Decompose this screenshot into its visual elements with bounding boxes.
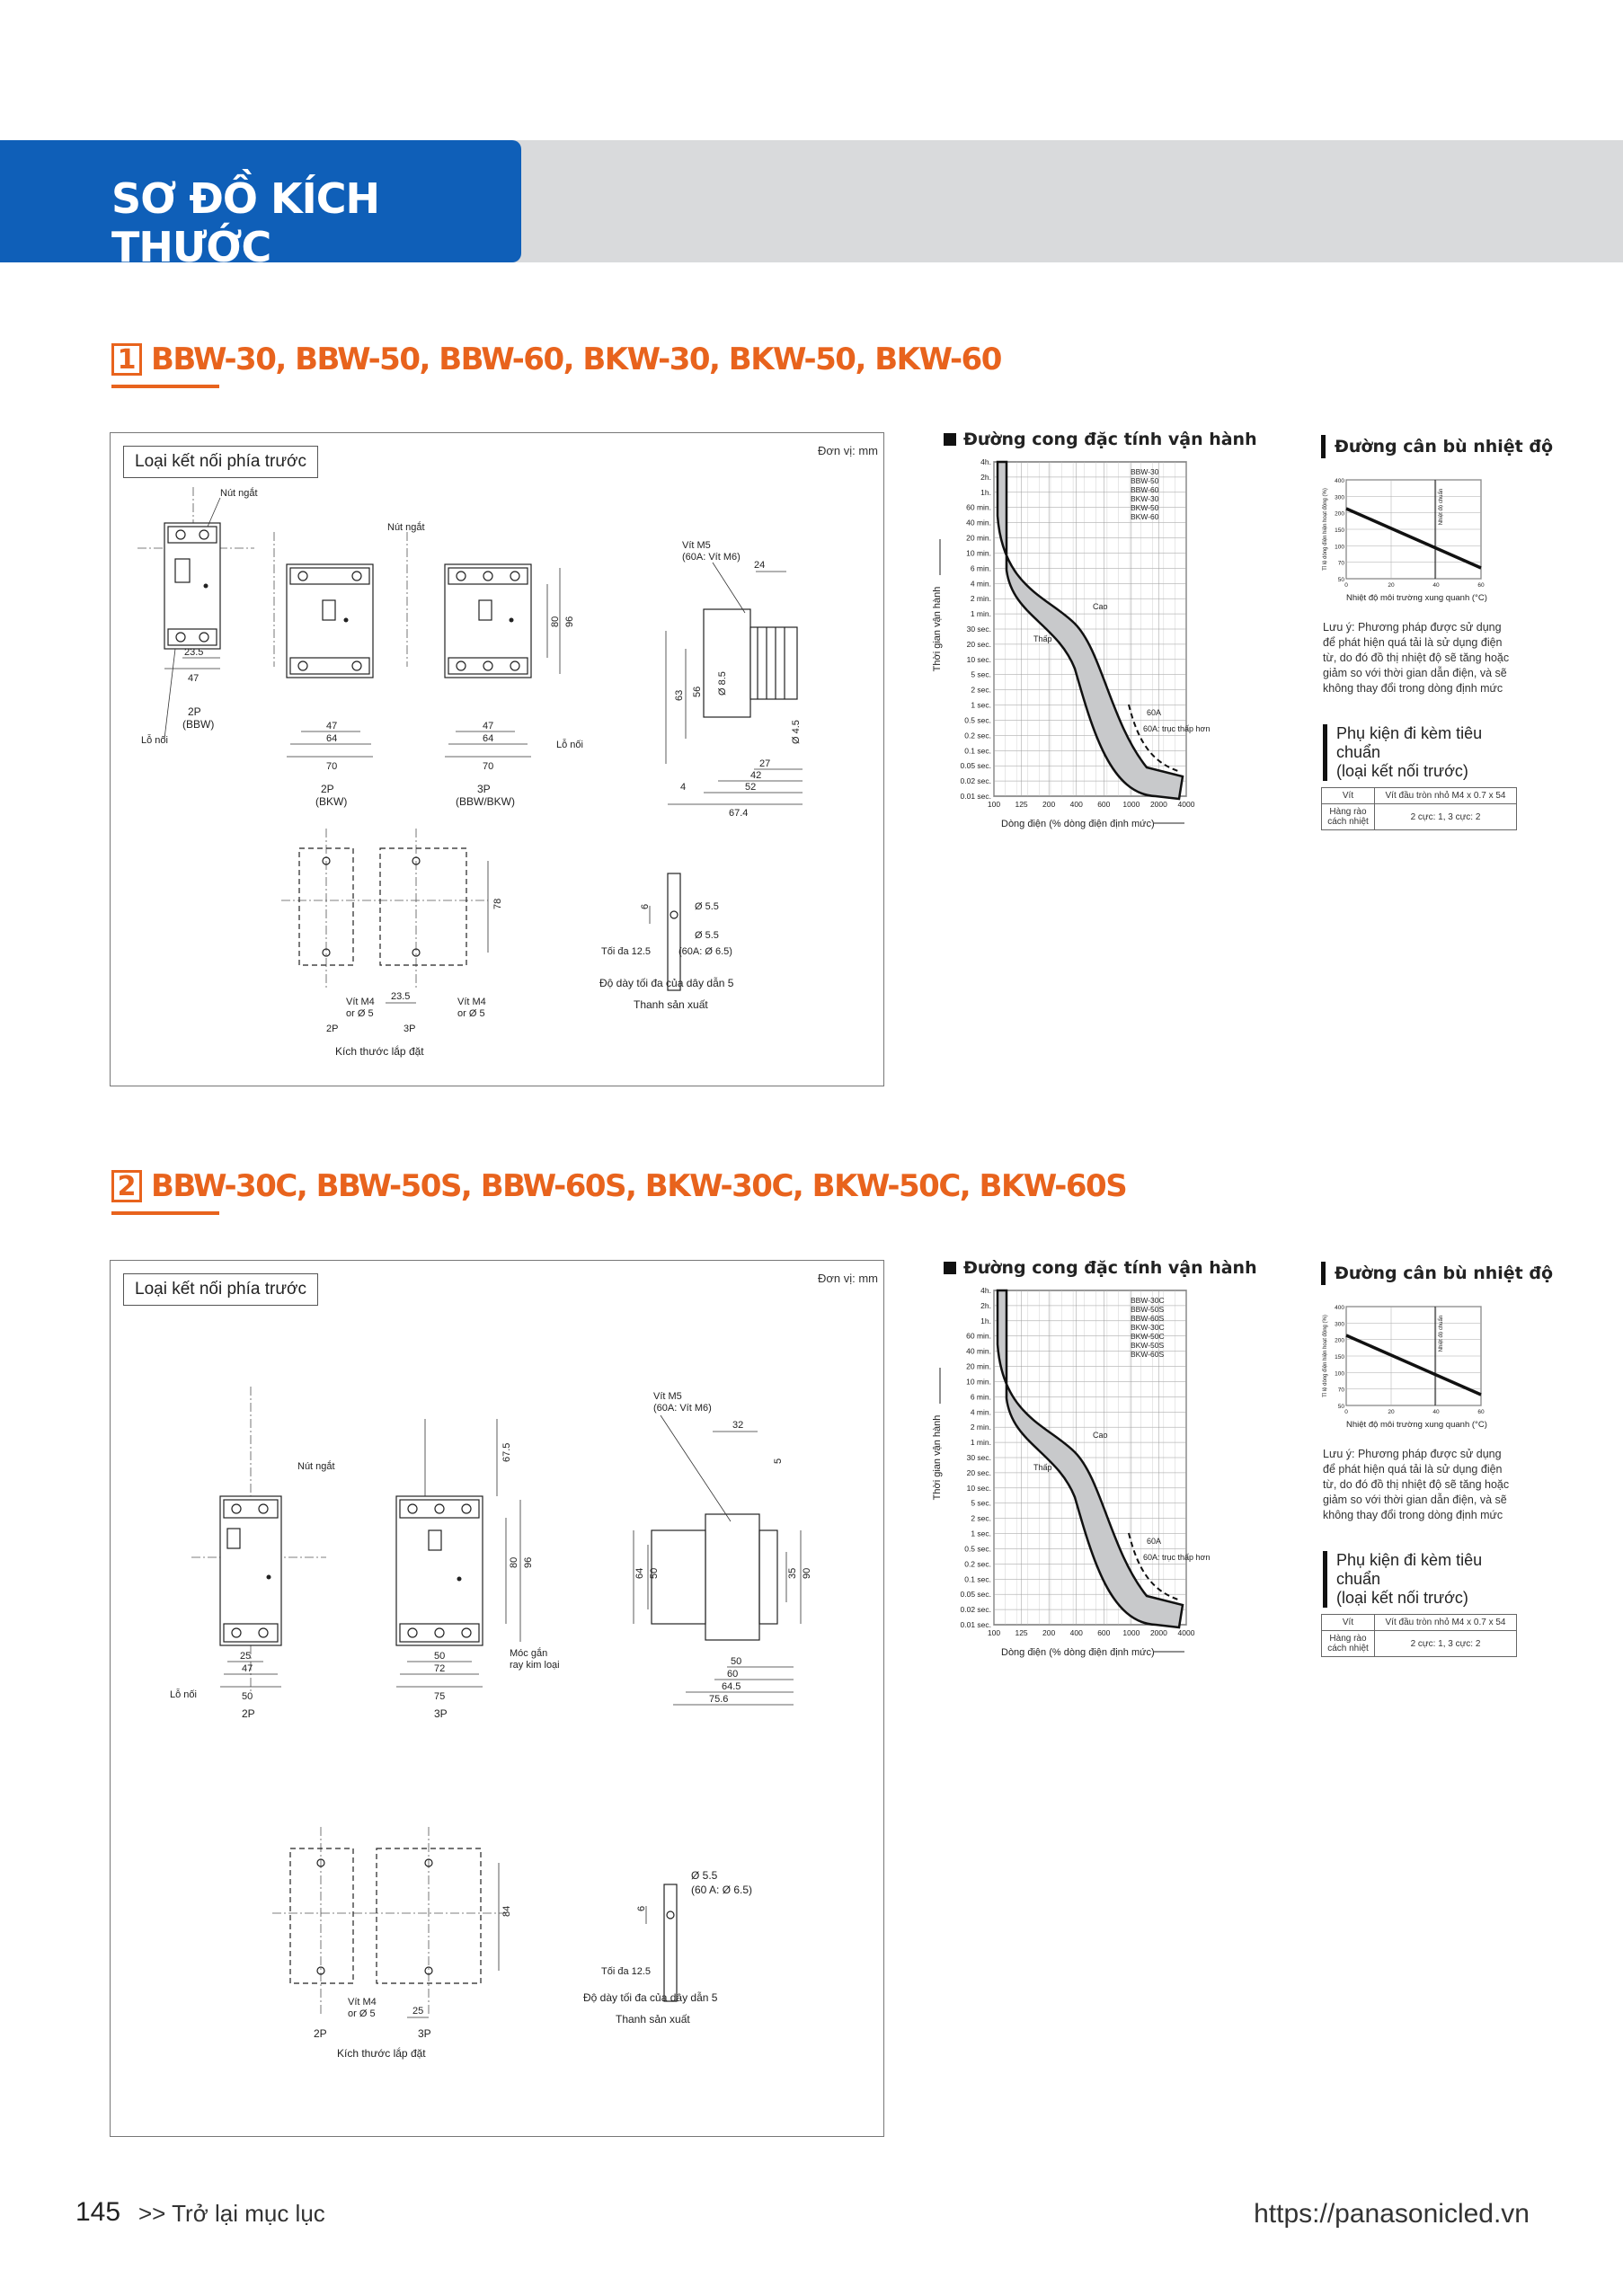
breaker-2p-bkw-drawing <box>274 521 425 808</box>
dim-60: 60 <box>727 1669 739 1680</box>
rated-temp-label: Nhiệt độ chuẩn <box>1439 1315 1444 1352</box>
accessory-table-2 <box>1321 1614 1517 1657</box>
vit-m4: Vít M4 <box>348 1997 377 2008</box>
dim-35: 35 <box>787 1567 798 1579</box>
table-cell: Hàng rào cách nhiệt <box>1322 1631 1375 1657</box>
table-cell: Hàng rào cách nhiệt <box>1322 804 1375 830</box>
mount-caption: Kích thước lắp đặt <box>337 2047 426 2060</box>
curve-title-2 <box>944 1258 1257 1278</box>
page-number: 145 <box>75 2197 121 2227</box>
dim-dia-8-5: Ø 8.5 <box>717 671 728 696</box>
y-tick-label: 0.5 sec. <box>964 715 991 725</box>
x-tick-label: 100 <box>987 800 1001 809</box>
dim-90: 90 <box>802 1567 812 1579</box>
dim-5: 5 <box>773 1458 784 1464</box>
busbar-label: Thanh sản xuất <box>634 998 708 1011</box>
caption-2p-bkw-sub: (BKW) <box>315 795 348 808</box>
x-axis-label: Nhiệt độ môi trường xung quanh (°C) <box>1346 1420 1487 1430</box>
y-tick-label: 100 <box>1335 544 1344 551</box>
vit-m4-2p: Vít M4 <box>346 997 375 1007</box>
curve-plot-area <box>961 1286 1211 1637</box>
dim-56: 56 <box>692 686 703 697</box>
dim-72: 72 <box>434 1663 446 1674</box>
or-5: or Ø 5 <box>348 2008 376 2019</box>
table-cell: Vít đầu tròn nhỏ M4 x 0.7 x 54 <box>1375 1615 1517 1631</box>
y-tick-label: 50 <box>1337 577 1344 583</box>
dim-96: 96 <box>523 1556 534 1568</box>
y-tick-label: 0.1 sec. <box>964 746 991 756</box>
nut-ngat-label: Nút ngắt <box>297 1461 335 1472</box>
table-cell: Vít đầu tròn nhỏ M4 x 0.7 x 54 <box>1375 788 1517 804</box>
y-tick-label: 0.01 sec. <box>960 1620 991 1629</box>
y-axis-label: Thời gian vận hành <box>932 1414 943 1501</box>
y-tick-label: 40 min. <box>966 518 991 527</box>
lo-noi-label: Lỗ nối <box>170 1689 197 1700</box>
vit-m5-60a-label: (60A: Vít M6) <box>653 1403 712 1414</box>
y-tick-label: 300 <box>1335 1321 1344 1328</box>
table-cell: Vít <box>1322 788 1375 804</box>
x-tick-label: 400 <box>1069 800 1083 809</box>
dim-67-5: 67.5 <box>501 1442 512 1462</box>
section-underline <box>111 385 219 388</box>
y-tick-label: 5 sec. <box>971 1498 991 1508</box>
unit-label: Đơn vị: mm <box>817 1272 878 1285</box>
section-1-heading <box>111 341 1001 388</box>
legend-entry: BKW-60S <box>1131 1350 1165 1359</box>
curve-title-text: Đường cong đặc tính vận hành <box>963 1258 1257 1278</box>
y-tick-label: 0.05 sec. <box>960 761 991 771</box>
y-tick-label: 10 sec. <box>966 654 991 664</box>
x-tick-label: 200 <box>1042 1628 1056 1637</box>
dim-70b: 70 <box>483 761 494 772</box>
y-tick-label: 150 <box>1335 527 1344 534</box>
y-tick-label: 1 min. <box>970 1438 991 1448</box>
lo-noi-label-3p: Lỗ nối <box>556 740 583 750</box>
y-tick-label: 4 min. <box>970 579 991 589</box>
legend-entry: BBW-50 <box>1131 476 1159 485</box>
section-underline <box>111 1211 219 1215</box>
y-tick-label: 60 min. <box>966 1331 991 1341</box>
dim-24: 24 <box>754 560 766 571</box>
label-high: Cao <box>1093 602 1108 611</box>
breaker-side-view-drawing <box>666 540 803 819</box>
x-tick-label: 1000 <box>1122 1628 1140 1637</box>
legend-entry: BKW-30C <box>1131 1323 1165 1332</box>
x-tick-label: 60 <box>1477 1409 1485 1415</box>
dim-dia-4-5: Ø 4.5 <box>791 720 802 744</box>
x-tick-label: 60 <box>1477 582 1485 589</box>
y-tick-label: 4h. <box>980 1286 991 1295</box>
legend-entry: BKW-50S <box>1131 1341 1165 1350</box>
or-5-3p: or Ø 5 <box>457 1008 485 1019</box>
busbar-drawing <box>583 1869 752 2026</box>
y-tick-label: 2 min. <box>970 1423 991 1432</box>
curve-plot-area <box>961 457 1211 809</box>
banner-blue-block <box>0 140 521 271</box>
dim-50d: 50 <box>731 1656 742 1667</box>
temp-plot-area <box>1335 478 1485 589</box>
y-tick-label: 200 <box>1335 510 1344 518</box>
x-tick-label: 400 <box>1069 1628 1083 1637</box>
vit-m5-60a-label: (60A: Vít M6) <box>682 552 741 563</box>
or-5-2p: or Ø 5 <box>346 1008 374 1019</box>
y-tick-label: 4 min. <box>970 1407 991 1417</box>
y-tick-label: 4h. <box>980 457 991 466</box>
mount-caption: Kích thước lắp đặt <box>335 1045 424 1058</box>
y-tick-label: 1h. <box>980 487 991 497</box>
table-row <box>1322 1615 1517 1631</box>
accessory-title: Phụ kiện đi kèm tiêu chuẩn <box>1336 1551 1483 1588</box>
dim-75: 75 <box>434 1691 446 1702</box>
x-tick-label: 0 <box>1344 582 1348 589</box>
model-legend <box>1131 1296 1165 1359</box>
y-tick-label: 1 sec. <box>971 700 991 710</box>
temp-compensation-chart-2 <box>1321 1296 1492 1458</box>
accessory-heading-2 <box>1323 1551 1516 1608</box>
x-tick-label: 4000 <box>1177 800 1195 809</box>
label-60a-lower: 60A: trục thấp hơn <box>1143 724 1211 733</box>
back-to-toc-link[interactable]: >> Trở lại mục lục <box>138 2200 325 2227</box>
y-tick-label: 70 <box>1337 1387 1344 1394</box>
y-tick-label: 0.05 sec. <box>960 1590 991 1600</box>
x-tick-label: 20 <box>1388 1409 1395 1415</box>
y-tick-label: 0.02 sec. <box>960 1605 991 1615</box>
y-tick-label: 30 sec. <box>966 625 991 634</box>
breaker-side-view-drawing <box>634 1391 812 1705</box>
dim-64-5: 64.5 <box>722 1681 741 1692</box>
operating-curve-chart-2 <box>926 1283 1222 1697</box>
dim-75-6: 75.6 <box>709 1694 729 1705</box>
note-1: Lưu ý: Phương pháp được sử dụng để phát hiện quá tải là sử dụng điện từ, do đó đồ thị nhiệt độ sẽ tăng hoặc giảm so với thời gian dẫn điện, và sẽ không thay đổi trong dòng định mức <box>1323 621 1510 695</box>
temp-title-2: Đường cân bù nhiệt độ <box>1321 1262 1553 1285</box>
y-tick-label: 400 <box>1335 1305 1344 1311</box>
y-tick-label: 10 min. <box>966 1377 991 1387</box>
label-60a-lower: 60A: trục thấp hơn <box>1143 1553 1211 1562</box>
y-tick-label: 50 <box>1337 1404 1344 1410</box>
curve-title-text: Đường cong đặc tính vận hành <box>963 430 1257 449</box>
section-number: 1 <box>111 343 142 376</box>
y-tick-label: 10 sec. <box>966 1483 991 1493</box>
table-cell: 2 cực: 1, 3 cực: 2 <box>1375 804 1517 830</box>
x-axis-label: Dòng điện (% dòng điện định mức) <box>1001 819 1155 829</box>
mount-2p: 2P <box>314 2027 327 2040</box>
dim-96: 96 <box>564 616 575 627</box>
dim-25: 25 <box>240 1651 252 1662</box>
y-tick-label: 2 sec. <box>971 685 991 695</box>
header-banner <box>0 140 1623 271</box>
x-tick-label: 100 <box>987 1628 1001 1637</box>
x-tick-label: 40 <box>1432 1409 1440 1415</box>
dim-50b: 50 <box>434 1651 446 1662</box>
thickness-label: Độ dày tối đa của dây dẫn 5 <box>583 1991 718 2004</box>
table-row <box>1322 1631 1517 1657</box>
section-number: 2 <box>111 1170 142 1202</box>
caption-2p: 2P <box>242 1707 255 1720</box>
mount-3p: 3P <box>404 1024 416 1034</box>
label-60a: 60A <box>1147 1537 1162 1546</box>
y-axis-label: Thời gian vận hành <box>932 586 943 672</box>
dim-27: 27 <box>759 758 771 769</box>
vit-m5-label: Vít M5 <box>682 540 711 551</box>
dimension-drawing-panel-1 <box>110 432 884 1086</box>
dim-64: 64 <box>634 1567 645 1579</box>
dim-80: 80 <box>550 616 561 627</box>
legend-entry: BBW-50S <box>1131 1305 1165 1314</box>
dim-23-5b: 23.5 <box>391 991 411 1002</box>
caption-3p-sub: (BBW/BKW) <box>456 795 515 808</box>
x-tick-label: 0 <box>1344 1409 1348 1415</box>
y-tick-label: 6 min. <box>970 563 991 573</box>
dimension-drawing-2 <box>111 1261 883 2136</box>
x-axis-label: Nhiệt độ môi trường xung quanh (°C) <box>1346 593 1487 603</box>
caption-3p: 3P <box>477 783 491 795</box>
y-tick-label: 20 min. <box>966 533 991 543</box>
y-tick-label: 2h. <box>980 472 991 482</box>
x-tick-label: 600 <box>1097 800 1111 809</box>
label-high: Cao <box>1093 1431 1108 1440</box>
y-tick-label: 60 min. <box>966 502 991 512</box>
busbar-label: Thanh sản xuất <box>616 2013 690 2026</box>
unit-label: Đơn vị: mm <box>817 444 878 457</box>
busbar-drawing <box>599 873 734 1011</box>
dim-64a: 64 <box>326 733 338 744</box>
breaker-3p-drawing <box>407 532 583 808</box>
x-tick-label: 125 <box>1015 1628 1028 1637</box>
y-tick-label: 1 sec. <box>971 1529 991 1538</box>
dia-5-5: Ø 5.5 <box>691 1869 718 1882</box>
section-title: BBW-30C, BBW-50S, BBW-60S, BKW-30C, BKW-50C, BKW-60S <box>151 1168 1127 1204</box>
x-tick-label: 2000 <box>1149 1628 1167 1637</box>
y-tick-label: 20 sec. <box>966 1467 991 1477</box>
model-legend <box>1131 467 1159 521</box>
y-axis-label: Tỉ lệ dòng điện hiện hoạt động (%) <box>1323 488 1328 571</box>
operating-curve-chart-1 <box>926 455 1222 868</box>
thickness-label: Độ dày tối đa của dây dẫn 5 <box>599 977 734 989</box>
temp-title-1: Đường cân bù nhiệt độ <box>1321 435 1553 458</box>
x-axis-label: Dòng điện (% dòng điện định mức) <box>1001 1647 1155 1658</box>
lo-noi-label: Lỗ nối <box>141 735 168 746</box>
dia-6-5: (60A: Ø 6.5) <box>678 946 732 957</box>
bullet-square-icon <box>944 433 956 446</box>
y-tick-label: 0.1 sec. <box>964 1574 991 1584</box>
caption-3p: 3P <box>434 1707 448 1720</box>
dim-63: 63 <box>674 689 685 701</box>
vit-m4-3p: Vít M4 <box>457 997 486 1007</box>
dim-47: 47 <box>188 673 200 684</box>
x-tick-label: 2000 <box>1149 800 1167 809</box>
y-axis-label: Tỉ lệ dòng điện hiện hoạt động (%) <box>1323 1315 1328 1397</box>
y-tick-label: 0.02 sec. <box>960 776 991 786</box>
y-tick-label: 150 <box>1335 1354 1344 1361</box>
dim-42: 42 <box>750 770 762 781</box>
y-tick-label: 20 min. <box>966 1361 991 1371</box>
dim-67-4: 67.4 <box>729 808 749 819</box>
caption-2p-bbw: 2P <box>188 705 201 718</box>
section-title: BBW-30, BBW-50, BBW-60, BKW-30, BKW-50, BKW-60 <box>151 341 1001 377</box>
label-low: Thấp <box>1033 1463 1052 1472</box>
accessory-title: Phụ kiện đi kèm tiêu chuẩn <box>1336 724 1483 761</box>
bullet-square-icon <box>944 1262 956 1274</box>
dim-47c: 47 <box>483 721 494 731</box>
legend-entry: BBW-30C <box>1131 1296 1165 1305</box>
accessory-subtitle: (loại kết nối trước) <box>1336 1589 1468 1607</box>
y-tick-label: 400 <box>1335 478 1344 484</box>
x-tick-label: 600 <box>1097 1628 1111 1637</box>
legend-entry: BBW-60S <box>1131 1314 1165 1323</box>
x-tick-label: 40 <box>1432 582 1440 589</box>
breaker-2p-bbw-drawing <box>137 487 258 746</box>
y-tick-label: 200 <box>1335 1337 1344 1344</box>
dimension-drawing-panel-2 <box>110 1260 884 2137</box>
connection-type-label: Loại kết nối phía trước <box>123 1273 318 1306</box>
curve-title-1 <box>944 430 1257 449</box>
caption-2p-bbw-sub: (BBW) <box>182 718 215 731</box>
x-tick-label: 125 <box>1015 800 1028 809</box>
page-title: SƠ ĐỒ KÍCH THƯỚC <box>111 174 380 271</box>
y-tick-label: 0.01 sec. <box>960 792 991 801</box>
y-tick-label: 2h. <box>980 1300 991 1310</box>
mount-3p: 3P <box>418 2027 431 2040</box>
legend-entry: BKW-50 <box>1131 503 1159 512</box>
dim-84: 84 <box>501 1905 512 1917</box>
max-12-5: Tối đa 12.5 <box>601 946 652 957</box>
y-tick-label: 10 min. <box>966 548 991 558</box>
dim-70a: 70 <box>326 761 338 772</box>
x-tick-label: 20 <box>1388 582 1395 589</box>
y-tick-label: 20 sec. <box>966 639 991 649</box>
y-tick-label: 30 sec. <box>966 1453 991 1462</box>
label-low: Thấp <box>1033 634 1052 643</box>
y-tick-label: 2 min. <box>970 594 991 604</box>
breaker-2p-drawing <box>170 1387 335 1720</box>
dim-6: 6 <box>636 1905 647 1911</box>
y-tick-label: 5 sec. <box>971 669 991 679</box>
dimension-drawing-1 <box>111 433 883 1086</box>
ray-kim-loai-label: ray kim loại <box>510 1660 560 1671</box>
y-tick-label: 2 sec. <box>971 1513 991 1523</box>
y-tick-label: 100 <box>1335 1370 1344 1378</box>
nut-ngat-label: Nút ngắt <box>220 488 258 499</box>
table-cell: Vít <box>1322 1615 1375 1631</box>
dim-23-5: 23.5 <box>184 647 204 658</box>
nut-ngat-label-2: Nút ngắt <box>387 522 425 533</box>
vit-m5-label: Vít M5 <box>653 1391 682 1402</box>
dim-6: 6 <box>640 903 651 909</box>
max-12-5: Tối đa 12.5 <box>601 1966 652 1977</box>
dim-78: 78 <box>492 898 503 909</box>
legend-entry: BBW-60 <box>1131 485 1159 494</box>
table-row <box>1322 788 1517 804</box>
legend-entry: BBW-30 <box>1131 467 1159 476</box>
y-tick-label: 0.2 sec. <box>964 1559 991 1569</box>
dim-64b: 64 <box>483 733 494 744</box>
temp-plot-area <box>1335 1305 1485 1415</box>
dim-47b: 47 <box>326 721 338 731</box>
dia-5-5-b: Ø 5.5 <box>695 930 719 941</box>
legend-entry: BKW-50C <box>1131 1332 1165 1341</box>
moc-gan-label: Móc gắn <box>510 1648 548 1659</box>
y-tick-label: 70 <box>1337 560 1344 567</box>
accessory-subtitle: (loại kết nối trước) <box>1336 762 1468 780</box>
dim-47: 47 <box>242 1663 253 1674</box>
legend-entry: BKW-30 <box>1131 494 1159 503</box>
mount-2p: 2P <box>326 1024 339 1034</box>
dim-50: 50 <box>242 1691 253 1702</box>
y-tick-label: 1 min. <box>970 609 991 619</box>
caption-2p-bkw: 2P <box>321 783 334 795</box>
dim-80: 80 <box>509 1556 519 1568</box>
table-row <box>1322 804 1517 830</box>
rated-temp-label: Nhiệt độ chuẩn <box>1439 488 1444 526</box>
x-tick-label: 4000 <box>1177 1628 1195 1637</box>
section-2-heading <box>111 1168 1126 1215</box>
y-tick-label: 300 <box>1335 494 1344 501</box>
legend-entry: BKW-60 <box>1131 512 1159 521</box>
note-2: Lưu ý: Phương pháp được sử dụng để phát hiện quá tải là sử dụng điện từ, do đó đồ thị nhiệt độ sẽ tăng hoặc giảm so với thời gian dẫn điện, và sẽ không thay đổi trong dòng định mức <box>1323 1448 1510 1521</box>
x-tick-label: 1000 <box>1122 800 1140 809</box>
dim-25b: 25 <box>412 2006 424 2017</box>
y-tick-label: 0.2 sec. <box>964 731 991 740</box>
y-tick-label: 40 min. <box>966 1346 991 1356</box>
accessory-table-1 <box>1321 787 1517 830</box>
accessory-heading-1 <box>1323 724 1516 781</box>
dia-6-5: (60 A: Ø 6.5) <box>691 1884 753 1896</box>
dim-4: 4 <box>680 782 687 793</box>
label-60a: 60A <box>1147 708 1162 717</box>
y-tick-label: 0.5 sec. <box>964 1544 991 1554</box>
dim-32: 32 <box>732 1420 744 1431</box>
dia-5-5-a: Ø 5.5 <box>695 901 719 912</box>
website-url[interactable]: https://panasonicled.vn <box>1254 2199 1530 2229</box>
dim-50c: 50 <box>649 1567 660 1579</box>
mounting-dimensions-drawing <box>281 829 503 1058</box>
dim-52: 52 <box>745 782 757 793</box>
temp-compensation-chart-1 <box>1321 469 1492 631</box>
table-cell: 2 cực: 1, 3 cực: 2 <box>1375 1631 1517 1657</box>
mounting-dimensions-drawing <box>272 1827 512 2060</box>
y-tick-label: 1h. <box>980 1316 991 1325</box>
x-tick-label: 200 <box>1042 800 1056 809</box>
breaker-3p-drawing <box>396 1419 560 1720</box>
connection-type-label: Loại kết nối phía trước <box>123 446 318 478</box>
y-tick-label: 6 min. <box>970 1392 991 1402</box>
